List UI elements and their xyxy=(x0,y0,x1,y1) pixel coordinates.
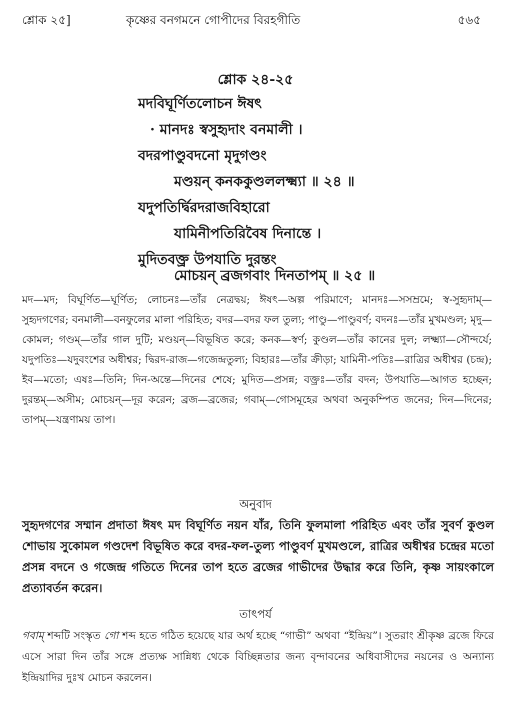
translation-heading: অনুবাদ xyxy=(239,497,272,511)
running-header-chapter-title: কৃষ্ণের বনগমনে গোপীদের বিরহগীতি xyxy=(126,13,301,27)
translation-paragraph: সুহৃদগণের সম্মান প্রদাতা ঈষৎ মদ বিঘূর্ণিত নয়ন যাঁর, তিনি ফুলমালা পরিহিত এবং তাঁর সুবর্ণ কুণ্ডল শোভায় সুকোমল গণ্ডদেশ বিভূষিত করে বদর-ফল-তুল্য পাণ্ডুবর্ণ মুখমণ্ডলে, রাত্রির অধীশ্বর চন্দ্রের মতো প্রসন্ন বদনে ও গজেন্দ্র গতিতে দিনের তাপ হতে ব্রজের গাভীদের উদ্ধার করে তিনি, কৃষ্ণ সায়ংকালে প্রত্যাবর্তন করেন। xyxy=(22,518,494,595)
page-number: ৫৬৫ xyxy=(457,13,481,27)
verse-line-6: যামিনীপতিরিবৈষ দিনান্তে । xyxy=(174,226,322,242)
purport-text: শব্দ হতে গঠিত হয়েছে যার অর্থ হচ্ছে “গাভী” অথবা “ইন্দ্রিয়”। সুতরাং শ্রীকৃষ্ণ ব্রজে ফিরে এসে সারা দিন তাঁর সঙ্গে প্রত্যক্ষ সান্নিধ্য থেকে বিচ্ছিন্নতার জন্য বৃন্দাবনের অধিবাসীদের নয়নের ও অন্যান্য ইন্দ্রিয়াদির দুঃখ মোচন করলেন। xyxy=(22,630,495,684)
section-title: শ্লোক ২৪-২৫ xyxy=(217,72,294,88)
verse-line-5: যদুপতির্দ্বিরদরাজবিহারো xyxy=(138,200,270,216)
purport-term-go: গো xyxy=(104,630,119,642)
verse-line-8: মোচয়ন্ ব্রজগবাং দিনতাপম্ ॥ ২৫ ॥ xyxy=(174,268,376,284)
word-for-word-synonyms: মদ—মদ; বিঘূর্ণিত—ঘূর্ণিত; লোচনঃ—তাঁর নেত্রদ্বয়; ঈষৎ—অল্প পরিমাণে; মানদঃ—সসম্রমে; স্ব-সুহৃদাম্—সুহৃদগণের; বনমালী—বনফুলের মালা পরিহিত; বদর—বদর ফল তুল্য; পাণ্ডু—পাণ্ডুবর্ণ; বদনঃ—তাঁর মুখমণ্ডল; মৃদু—কোমল; গণ্ডম্—তাঁর গাল দুটি; মণ্ডয়ন্—বিভূষিত করে; কনক—স্বর্ণ; কুণ্ডল—তাঁর কানের দুল; লক্ষ্ম্যা—সৌন্দর্যে; যদুপতিঃ—যদুবংশের অধীশ্বর; দ্বিরদ-রাজ—গজেন্দ্রতুল্য; বিহারঃ—তাঁর ক্রীড়া; যামিনী-পতিঃ—রাত্রির অধীশ্বর (চন্দ্র); ইব—মতো; এষঃ—তিনি; দিন-অন্তে—দিনের শেষে; মুদিত—প্রসন্ন; বক্ত্রঃ—তাঁর বদন; উপযাতি—আগত হচ্ছেন; দুরন্তম্—অসীম; মোচয়ন্—দূর করেন; ব্রজ—ব্রজের; গবাম্—গোসমূহের অথবা অনুকম্পিত জনের; দিন—দিনের; তাপম্—যন্ত্রণাময় তাপ। xyxy=(22,294,492,426)
purport-text-intro: শব্দটি সংস্কৃত xyxy=(47,630,101,642)
verse-line-4: মণ্ডয়ন্ কনককুণ্ডললক্ষ্ম্যা ॥ ২৪ ॥ xyxy=(174,174,355,190)
verse-line-2: · মানদঃ স্বসুহৃদাং বনমালী । xyxy=(150,122,303,138)
verse-line-7: মুদিতবক্ত্র উপযাতি দুরন্তং xyxy=(138,252,277,268)
purport-term-gavam: গবাম্ xyxy=(22,630,44,642)
running-header-verse-ref: শ্লোক ২৫] xyxy=(22,13,71,27)
purport-heading: তাৎপর্য xyxy=(239,607,272,621)
purport-paragraph xyxy=(22,626,494,689)
verse-line-3: বদরপাণ্ডুবদনো মৃদুগণ্ডং xyxy=(138,148,267,164)
verse-line-1: মদবিঘূর্ণিতলোচন ঈষৎ xyxy=(138,96,262,112)
